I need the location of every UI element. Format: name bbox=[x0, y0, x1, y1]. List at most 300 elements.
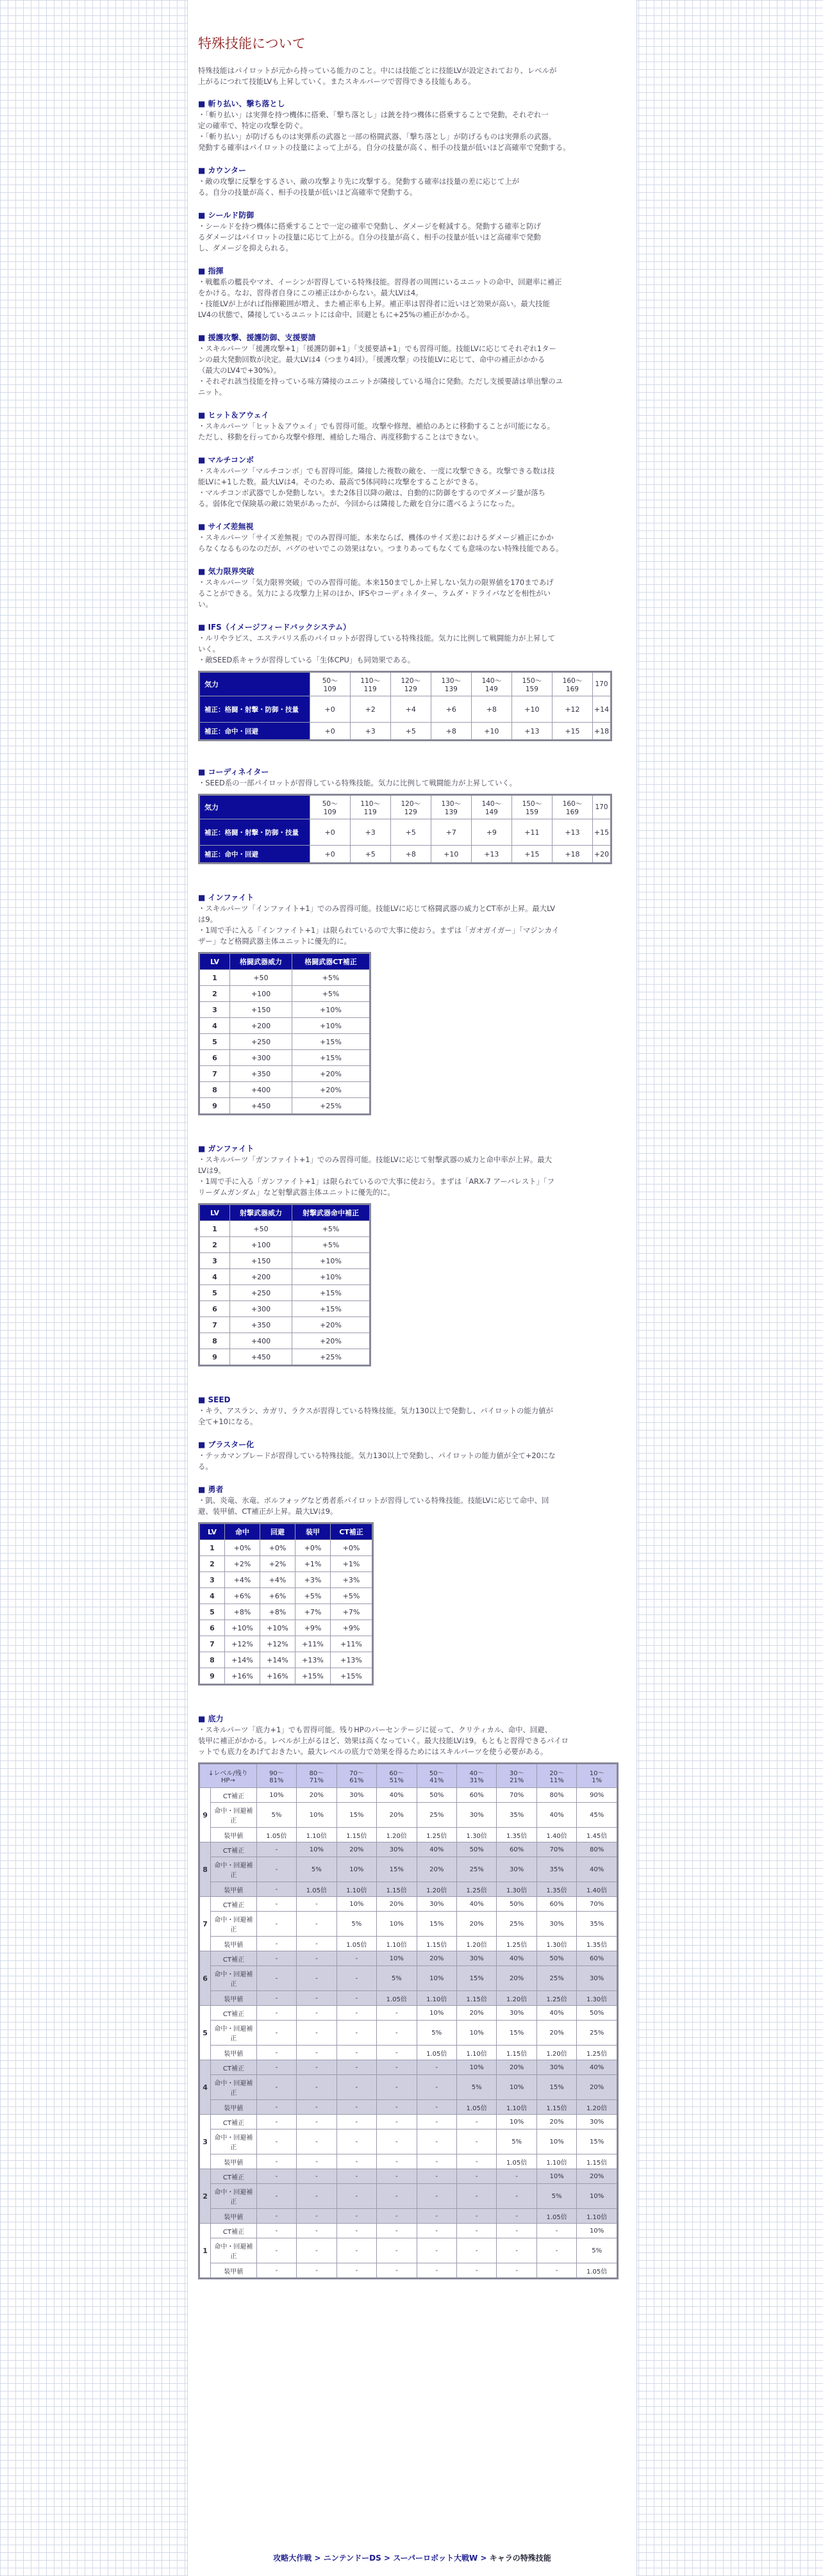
table-row bbox=[199, 2115, 618, 2129]
table-cell: 20% bbox=[297, 1788, 337, 1803]
section-title: ■ シールド防御 bbox=[198, 211, 254, 220]
table-cell: - bbox=[297, 2184, 337, 2209]
table-cell: 15% bbox=[337, 1803, 376, 1828]
table-cell: 70% bbox=[536, 1842, 576, 1857]
table-cell: - bbox=[297, 1951, 337, 1966]
table-row bbox=[199, 2060, 618, 2075]
section-title: ■ SEED bbox=[198, 1395, 231, 1404]
section-text-line: ただし、移動を行ってから攻撃や修理、補給した場合、再度移動することはできない。 bbox=[198, 432, 483, 441]
table-cell: 50% bbox=[536, 1951, 576, 1966]
table-cell: - bbox=[337, 1991, 376, 2006]
table-cell: +200 bbox=[230, 1018, 292, 1034]
table-cell: 1.25倍 bbox=[417, 1828, 456, 1842]
table-cell: +10 bbox=[511, 696, 552, 723]
table-column-header: 格闘武器威力 bbox=[230, 953, 292, 970]
table-row bbox=[199, 1842, 618, 1857]
section-text-line: ・敵SEED系キャラが習得している「生体CPU」も同効果である。 bbox=[198, 655, 415, 664]
table-cell: 6 bbox=[199, 1620, 225, 1636]
table-column-header: 射撃武器命中補正 bbox=[292, 1204, 370, 1221]
table-level-cell: 3 bbox=[199, 2115, 211, 2169]
table-stat-label: 命中・回避補 正 bbox=[211, 1966, 257, 1991]
table-stat-label: 装甲値 bbox=[211, 2263, 257, 2279]
section-text-line: 定の確率で、特定の攻撃を防ぐ。 bbox=[198, 121, 308, 130]
table-row bbox=[199, 1269, 370, 1285]
breadcrumb-separator: > bbox=[480, 2554, 487, 2563]
table-stat-label: 装甲値 bbox=[211, 1828, 257, 1842]
table-stat-label: 装甲値 bbox=[211, 2100, 257, 2115]
table-cell: +15% bbox=[292, 1285, 370, 1301]
table-cell: +5 bbox=[390, 723, 431, 741]
table-cell: - bbox=[377, 2209, 417, 2224]
table-cell: - bbox=[256, 2184, 296, 2209]
table-column-header: 格闘武器CT補正 bbox=[292, 953, 370, 970]
level-table bbox=[198, 1522, 374, 1686]
table-cell: - bbox=[256, 2169, 296, 2184]
table-cell: 1.05倍 bbox=[256, 1828, 296, 1842]
table-cell: - bbox=[297, 2129, 337, 2154]
table-cell: - bbox=[536, 2263, 576, 2279]
table-cell: 1.15倍 bbox=[577, 2154, 618, 2169]
table-cell: 2 bbox=[199, 986, 230, 1002]
table-cell: 1.30倍 bbox=[577, 1991, 618, 2006]
section-text-line: ・1周で手に入る「ガンファイト+1」は限られているので大事に使おう。まずは「ARX-7 アーバレスト」「フ bbox=[198, 1177, 554, 1186]
table-cell: +200 bbox=[230, 1269, 292, 1285]
table-cell: 1.30倍 bbox=[497, 1882, 536, 1897]
table-row bbox=[199, 1897, 618, 1912]
table-cell: 15% bbox=[377, 1857, 417, 1882]
table-column-header: 70～ 61% bbox=[337, 1764, 376, 1788]
section-text-line: ・ルリやラピス、エステバリス系のパイロットが習得している特殊技能。気力に比例して戦闘能力が上昇して bbox=[198, 634, 556, 643]
table-cell: 1 bbox=[199, 970, 230, 986]
table-cell: 1.45倍 bbox=[577, 1828, 618, 1842]
table-row bbox=[199, 1556, 373, 1572]
table-row bbox=[199, 1588, 373, 1604]
table-cell: 1.10倍 bbox=[497, 2100, 536, 2115]
table-header-cell: 気力 bbox=[199, 672, 310, 696]
table-cell: 9 bbox=[199, 1098, 230, 1115]
table-cell: 35% bbox=[497, 1803, 536, 1828]
table-stat-label: 命中・回避補 正 bbox=[211, 2075, 257, 2100]
table-stat-label: 命中・回避補 正 bbox=[211, 2129, 257, 2154]
table-cell: - bbox=[256, 1937, 296, 1951]
table-cell: - bbox=[256, 1912, 296, 1937]
table-cell: - bbox=[377, 2046, 417, 2060]
table-cell: +50 bbox=[230, 1221, 292, 1237]
section-blaster bbox=[198, 1440, 626, 1472]
table-cell: - bbox=[456, 2238, 496, 2263]
table-stat-label: 装甲値 bbox=[211, 2154, 257, 2169]
table-cell: - bbox=[256, 2263, 296, 2279]
table-cell: 3 bbox=[199, 1572, 225, 1588]
table-row bbox=[199, 1349, 370, 1366]
table-cell: +10% bbox=[292, 1002, 370, 1018]
table-cell: +2% bbox=[225, 1556, 260, 1572]
section-text-line: （最大のLV4で+30%）。 bbox=[198, 366, 281, 375]
table-cell: - bbox=[337, 2154, 376, 2169]
table-cell: - bbox=[256, 1842, 296, 1857]
table-cell: 4 bbox=[199, 1588, 225, 1604]
table-cell: - bbox=[337, 2238, 376, 2263]
table-row bbox=[199, 1620, 373, 1636]
section-text-line: る。 bbox=[198, 1462, 213, 1471]
table-header-row bbox=[199, 1523, 373, 1540]
section-infight bbox=[198, 892, 626, 1115]
table-column-header: 120～ 129 bbox=[390, 795, 431, 819]
table-cell: - bbox=[417, 2075, 456, 2100]
table-cell: 70% bbox=[577, 1897, 618, 1912]
table-cell: 45% bbox=[577, 1803, 618, 1828]
section-text-line: ることができる。気力による攻撃力上昇のほか、IFSやコーディネイター、ラムダ・ドライバなどを相性がい bbox=[198, 589, 551, 598]
table-cell: 1.20倍 bbox=[417, 1882, 456, 1897]
table-stat-label: 装甲値 bbox=[211, 1991, 257, 2006]
table-cell: - bbox=[297, 2046, 337, 2060]
section-text-line: は9。 bbox=[198, 915, 218, 924]
table-row-header: 補正：格闘・射撃・防御・技量 bbox=[199, 696, 310, 723]
table-cell: +13 bbox=[552, 819, 592, 846]
table-row bbox=[199, 2046, 618, 2060]
table-cell: 3 bbox=[199, 1002, 230, 1018]
table-cell: 9 bbox=[199, 1349, 230, 1366]
table-cell: - bbox=[297, 2238, 337, 2263]
table-cell: 10% bbox=[337, 1897, 376, 1912]
table-cell: +12% bbox=[260, 1636, 295, 1652]
section-text-line: ・マルチコンボ武器でしか発動しない。また2体目以降の敵は、自動的に防御をするのでダメージ量が落ち bbox=[198, 488, 545, 497]
table-cell: 10% bbox=[377, 1951, 417, 1966]
table-cell: +13 bbox=[471, 846, 511, 864]
table-cell: +15% bbox=[292, 1301, 370, 1317]
table-cell: - bbox=[297, 2154, 337, 2169]
table-cell: 10% bbox=[577, 2184, 618, 2209]
table-cell: 1.15倍 bbox=[497, 2046, 536, 2060]
table-stat-label: CT補正 bbox=[211, 2115, 257, 2129]
table-row bbox=[199, 2100, 618, 2115]
section-text-line: ・スキルパーツ「ガンファイト+1」でのみ習得可能。技能LVに応じて射撃武器の威力と命中率が上昇。最大 bbox=[198, 1155, 553, 1164]
table-column-header: 50～ 41% bbox=[417, 1764, 456, 1788]
table-cell: +100 bbox=[230, 1237, 292, 1253]
table-column-header: 130～ 139 bbox=[431, 795, 471, 819]
table-cell: +6% bbox=[225, 1588, 260, 1604]
table-cell: - bbox=[417, 2100, 456, 2115]
table-header-row bbox=[199, 1204, 370, 1221]
table-cell: +10 bbox=[471, 723, 511, 741]
table-cell: 40% bbox=[377, 1788, 417, 1803]
table-cell: +15% bbox=[295, 1668, 331, 1685]
table-cell: 5% bbox=[337, 1912, 376, 1937]
table-cell: 5% bbox=[497, 2129, 536, 2154]
table-row bbox=[199, 1572, 373, 1588]
table-column-header: 50～ 109 bbox=[310, 672, 350, 696]
table-cell: +0 bbox=[310, 819, 350, 846]
table-cell: 20% bbox=[497, 1966, 536, 1991]
table-cell: 20% bbox=[536, 2021, 576, 2046]
table-cell: 4 bbox=[199, 1269, 230, 1285]
table-level-cell: 1 bbox=[199, 2224, 211, 2279]
table-cell: +3 bbox=[350, 723, 390, 741]
table-cell: - bbox=[456, 2263, 496, 2279]
table-cell: - bbox=[256, 1857, 296, 1882]
table-cell: 30% bbox=[536, 1912, 576, 1937]
table-row bbox=[199, 1237, 370, 1253]
table-cell: +0% bbox=[331, 1540, 373, 1556]
table-cell: +4% bbox=[260, 1572, 295, 1588]
table-cell: - bbox=[256, 2021, 296, 2046]
table-cell: 6 bbox=[199, 1301, 230, 1317]
table-stat-label: CT補正 bbox=[211, 2006, 257, 2021]
table-cell: - bbox=[297, 2224, 337, 2238]
table-cell: 30% bbox=[417, 1897, 456, 1912]
table-cell: +1% bbox=[295, 1556, 331, 1572]
level-table bbox=[198, 1203, 371, 1366]
table-row bbox=[199, 1828, 618, 1842]
table-cell: - bbox=[297, 2209, 337, 2224]
table-cell: +10% bbox=[292, 1269, 370, 1285]
section-text-line: 全て+10になる。 bbox=[198, 1417, 258, 1426]
section-title: ■ IFS（イメージフィードバックシステム） bbox=[198, 623, 351, 632]
table-cell: 1.15倍 bbox=[377, 1882, 417, 1897]
table-cell: 1.25倍 bbox=[536, 1991, 576, 2006]
table-cell: - bbox=[456, 2129, 496, 2154]
section-text-line: い。 bbox=[198, 600, 213, 609]
table-cell: - bbox=[456, 2115, 496, 2129]
table-cell: +4% bbox=[225, 1572, 260, 1588]
table-column-header: 160～ 169 bbox=[552, 795, 592, 819]
table-cell: - bbox=[256, 2006, 296, 2021]
table-cell: - bbox=[256, 1882, 296, 1897]
table-cell: +0 bbox=[310, 846, 350, 864]
table-cell: - bbox=[337, 2100, 376, 2115]
table-cell: - bbox=[297, 2169, 337, 2184]
table-row bbox=[199, 2209, 618, 2224]
table-cell: 20% bbox=[377, 1897, 417, 1912]
table-cell: - bbox=[337, 2046, 376, 2060]
table-cell: +5 bbox=[390, 819, 431, 846]
table-cell: 1.10倍 bbox=[297, 1828, 337, 1842]
table-cell: 7 bbox=[199, 1636, 225, 1652]
table-cell: 5% bbox=[577, 2238, 618, 2263]
table-cell: 1.10倍 bbox=[417, 1991, 456, 2006]
table-cell: +20% bbox=[292, 1333, 370, 1349]
table-cell: 1.20倍 bbox=[497, 1991, 536, 2006]
table-cell: 8 bbox=[199, 1333, 230, 1349]
section-title: ■ 勇者 bbox=[198, 1485, 224, 1494]
table-row bbox=[199, 1652, 373, 1668]
table-cell: +15% bbox=[331, 1668, 373, 1685]
ki-table bbox=[198, 671, 612, 741]
table-cell: +10% bbox=[292, 1018, 370, 1034]
table-cell: 35% bbox=[536, 1857, 576, 1882]
section-text-line: 能LVに+1した数。最大LVは4。そのため、最高で5体同時に攻撃をすることができる。 bbox=[198, 477, 483, 486]
table-cell: +3% bbox=[295, 1572, 331, 1588]
table-cell: 5% bbox=[456, 2075, 496, 2100]
table-cell: - bbox=[256, 2154, 296, 2169]
table-stat-label: CT補正 bbox=[211, 1951, 257, 1966]
table-cell: 20% bbox=[377, 1803, 417, 1828]
table-column-header: 30～ 21% bbox=[497, 1764, 536, 1788]
table-row bbox=[199, 2006, 618, 2021]
table-cell: - bbox=[337, 2075, 376, 2100]
table-cell: 5 bbox=[199, 1034, 230, 1050]
section-size bbox=[198, 521, 626, 554]
section-souryoku bbox=[198, 1714, 626, 2279]
table-stat-label: 命中・回避補 正 bbox=[211, 2184, 257, 2209]
table-column-header: 命中 bbox=[225, 1523, 260, 1540]
table-cell: 70% bbox=[497, 1788, 536, 1803]
section-text-line: ・1周で手に入る「インファイト+1」は限られているので大事に使おう。まずは「ガオガイガー」「マジンカイ bbox=[198, 926, 560, 935]
section-text-line: いく。 bbox=[198, 644, 220, 653]
section-title: ■ 指揮 bbox=[198, 267, 224, 275]
table-cell: +15% bbox=[292, 1034, 370, 1050]
table-cell: 25% bbox=[536, 1966, 576, 1991]
table-cell: - bbox=[456, 2169, 496, 2184]
table-cell: 15% bbox=[456, 1966, 496, 1991]
table-cell: +20 bbox=[592, 846, 611, 864]
table-cell: +11% bbox=[295, 1636, 331, 1652]
table-row bbox=[199, 1857, 618, 1882]
table-cell: 5% bbox=[256, 1803, 296, 1828]
table-cell: 20% bbox=[456, 2006, 496, 2021]
page-column bbox=[187, 0, 637, 2576]
table-cell: 5 bbox=[199, 1604, 225, 1620]
section-shield bbox=[198, 210, 626, 254]
table-row bbox=[199, 2154, 618, 2169]
table-cell: - bbox=[337, 2184, 376, 2209]
table-cell: +7% bbox=[295, 1604, 331, 1620]
section-title: ■ インファイト bbox=[198, 893, 254, 902]
table-column-header: CT補正 bbox=[331, 1523, 373, 1540]
table-cell: 30% bbox=[337, 1788, 376, 1803]
table-cell: +5% bbox=[292, 970, 370, 986]
table-row bbox=[199, 1912, 618, 1937]
table-cell: +25% bbox=[292, 1349, 370, 1366]
table-cell: - bbox=[256, 2046, 296, 2060]
table-level-cell: 9 bbox=[199, 1788, 211, 1842]
table-row bbox=[199, 1788, 618, 1803]
table-cell: +0% bbox=[260, 1540, 295, 1556]
table-cell: 30% bbox=[377, 1842, 417, 1857]
table-cell: 1.20倍 bbox=[536, 2046, 576, 2060]
breadcrumb-item-home[interactable]: 攻略大作戦 bbox=[273, 2554, 312, 2563]
table-row bbox=[199, 1082, 370, 1098]
table-row bbox=[199, 1034, 370, 1050]
section-text-line: をかける。なお、習得者自身にこの補正はかからない。最大LVは4。 bbox=[198, 288, 423, 297]
table-cell: 30% bbox=[577, 1966, 618, 1991]
table-cell: - bbox=[256, 1966, 296, 1991]
table-stat-label: CT補正 bbox=[211, 1842, 257, 1857]
section-text-line: る。弱体化で保険基の敵に効果があったが、今回からは隣接した敵を自分に選べるようになった。 bbox=[198, 499, 520, 508]
table-cell: 6 bbox=[199, 1050, 230, 1066]
table-cell: - bbox=[456, 2154, 496, 2169]
table-cell: - bbox=[337, 2115, 376, 2129]
table-cell: 1.20倍 bbox=[577, 2100, 618, 2115]
table-cell: 30% bbox=[536, 2060, 576, 2075]
table-cell: - bbox=[377, 2238, 417, 2263]
table-header-row bbox=[199, 1764, 618, 1788]
table-cell: 10% bbox=[577, 2224, 618, 2238]
table-cell: 1.05倍 bbox=[377, 1991, 417, 2006]
table-cell: 80% bbox=[577, 1842, 618, 1857]
table-cell: - bbox=[297, 1937, 337, 1951]
table-cell: +16% bbox=[260, 1668, 295, 1685]
table-cell: +150 bbox=[230, 1002, 292, 1018]
table-row bbox=[199, 1540, 373, 1556]
table-cell: +250 bbox=[230, 1034, 292, 1050]
table-column-header: 160～ 169 bbox=[552, 672, 592, 696]
table-cell: +8 bbox=[390, 846, 431, 864]
breadcrumb-item-game[interactable]: スーパーロボット大戦W bbox=[393, 2554, 478, 2563]
section-text-line: ・スキルパーツ「ヒット＆アウェイ」でも習得可能。攻撃や修理、補給のあとに移動することが可能になる。 bbox=[198, 422, 554, 431]
table-cell: 40% bbox=[577, 2060, 618, 2075]
table-cell: - bbox=[256, 1951, 296, 1966]
table-cell: 1.05倍 bbox=[456, 2100, 496, 2115]
table-column-header: 10～ 1% bbox=[577, 1764, 618, 1788]
table-column-header: 110～ 119 bbox=[350, 672, 390, 696]
table-cell: +0% bbox=[295, 1540, 331, 1556]
table-row bbox=[199, 2263, 618, 2279]
table-row bbox=[199, 1221, 370, 1237]
table-cell: +250 bbox=[230, 1285, 292, 1301]
section-seed bbox=[198, 1395, 626, 1427]
table-cell: 10% bbox=[497, 2075, 536, 2100]
table-cell: +12% bbox=[225, 1636, 260, 1652]
table-cell: - bbox=[377, 2129, 417, 2154]
table-cell: 1.10倍 bbox=[456, 2046, 496, 2060]
section-support bbox=[198, 332, 626, 398]
table-cell: - bbox=[337, 2129, 376, 2154]
table-cell: - bbox=[297, 2060, 337, 2075]
table-cell: +350 bbox=[230, 1317, 292, 1333]
breadcrumb-separator: > bbox=[383, 2554, 391, 2563]
table-cell: 5% bbox=[297, 1857, 337, 1882]
table-cell: +5% bbox=[331, 1588, 373, 1604]
table-cell: +450 bbox=[230, 1098, 292, 1115]
table-stat-label: 命中・回避補 正 bbox=[211, 2238, 257, 2263]
table-cell: +5% bbox=[292, 986, 370, 1002]
table-cell: - bbox=[417, 2060, 456, 2075]
section-text-line: らなくなるものなのだが、バグのせいでこの効果はない。つまりあってもなくても意味のない特殊技能である。 bbox=[198, 544, 563, 553]
table-cell: 50% bbox=[497, 1897, 536, 1912]
table-cell: +7% bbox=[331, 1604, 373, 1620]
table-column-header: 170 bbox=[592, 795, 611, 819]
table-row bbox=[199, 696, 611, 723]
table-cell: - bbox=[377, 2115, 417, 2129]
section-text-line: ・敵の攻撃に反撃をするさい、敵の攻撃より先に攻撃する。発動する確率は技量の差に応じて上が bbox=[198, 177, 520, 186]
table-cell: +2% bbox=[260, 1556, 295, 1572]
table-column-header: 110～ 119 bbox=[350, 795, 390, 819]
table-row bbox=[199, 970, 370, 986]
table-cell: +13% bbox=[295, 1652, 331, 1668]
table-cell: - bbox=[297, 2115, 337, 2129]
table-row bbox=[199, 1253, 370, 1269]
table-cell: +3 bbox=[350, 819, 390, 846]
section-text-line: ニット。 bbox=[198, 388, 227, 397]
section-kiryoku bbox=[198, 566, 626, 610]
table-level-cell: 4 bbox=[199, 2060, 211, 2115]
table-cell: - bbox=[497, 2238, 536, 2263]
table-cell: 1.30倍 bbox=[456, 1828, 496, 1842]
table-cell: 10% bbox=[456, 2060, 496, 2075]
breadcrumb-item-platform[interactable]: ニンテンドーDS bbox=[323, 2554, 381, 2563]
table-row bbox=[199, 723, 611, 741]
table-cell: +0% bbox=[225, 1540, 260, 1556]
table-cell: - bbox=[256, 2075, 296, 2100]
page-title: 特殊技能について bbox=[198, 36, 306, 51]
section-title: ■ 底力 bbox=[198, 1714, 224, 1723]
table-cell: +9 bbox=[471, 819, 511, 846]
table-header-row bbox=[199, 672, 611, 696]
table-column-header: 回避 bbox=[260, 1523, 295, 1540]
table-cell: 2 bbox=[199, 1237, 230, 1253]
table-stat-label: 命中・回避補 正 bbox=[211, 1912, 257, 1937]
